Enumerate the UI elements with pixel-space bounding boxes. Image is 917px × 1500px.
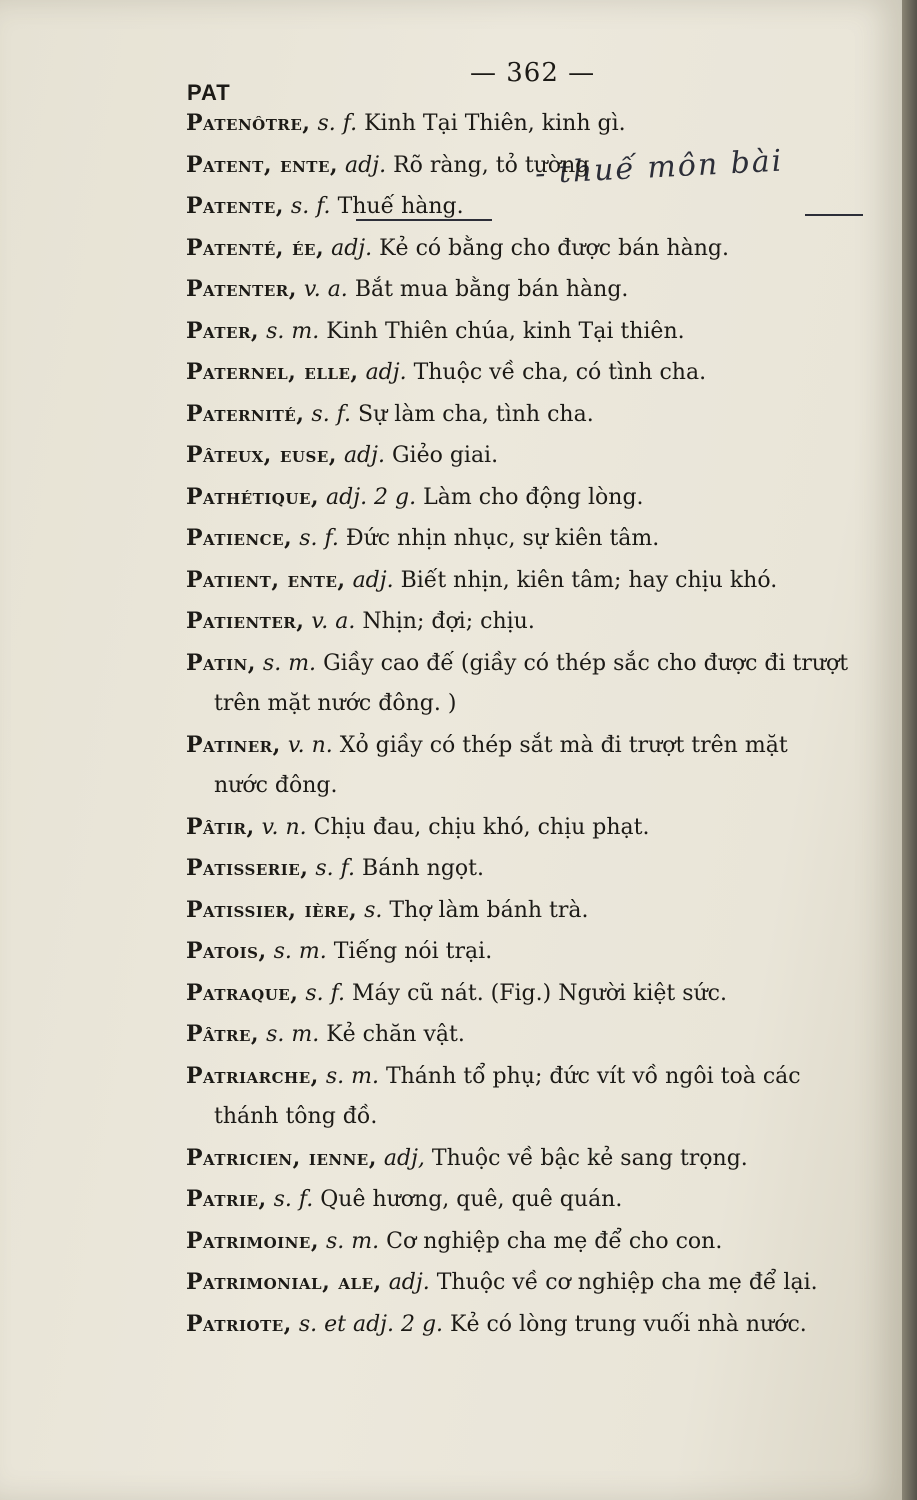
entry-definition: Thánh tổ phụ; đức vít vồ ngôi toà các: [385, 1063, 801, 1089]
entry-headword: Patienter,: [186, 608, 305, 634]
dictionary-entry: [186, 228, 876, 270]
entry-grammar: s. f.: [290, 194, 331, 219]
dictionary-entry: [186, 1056, 876, 1138]
entry-definition: Kinh Tại Thiên, kinh gì.: [364, 111, 626, 136]
entry-definition: Thuộc về bậc kẻ sang trọng.: [431, 1145, 748, 1171]
entry-definition: Rõ ràng, tỏ tường: [393, 152, 590, 178]
entry-grammar: s.: [364, 897, 383, 923]
dictionary-entry: [186, 435, 876, 477]
entry-grammar: adj.: [331, 235, 373, 261]
entry-grammar: s. f.: [315, 856, 356, 881]
dictionary-entry: [186, 807, 876, 849]
entry-headword: Patient, ente,: [186, 566, 346, 593]
entry-headword: Patriote,: [186, 1310, 292, 1337]
dictionary-entries: [186, 103, 876, 1345]
dictionary-entry: [186, 848, 876, 890]
dictionary-entry: [186, 601, 876, 643]
entry-definition: Quê hương, quê, quê quán.: [320, 1187, 623, 1212]
entry-grammar: s. m.: [273, 939, 327, 964]
dictionary-entry: [186, 518, 876, 560]
entry-grammar: s. m.: [262, 650, 317, 676]
entry-definition: Làm cho động lòng.: [423, 484, 644, 510]
entry-headword: Patrimoine,: [186, 1227, 319, 1254]
entry-headword: Patience,: [186, 525, 293, 551]
dictionary-entry: [186, 1262, 876, 1304]
entry-grammar: s. m.: [325, 1063, 379, 1089]
entry-headword: Paternité,: [186, 400, 305, 427]
entry-headword: Patrie,: [186, 1186, 267, 1212]
running-head: PAT: [187, 80, 231, 105]
entry-headword: Pathétique,: [186, 483, 320, 510]
page-number: — 362 —: [470, 58, 596, 88]
dictionary-entry: [186, 931, 876, 973]
entry-headword: Patenté, ée,: [186, 234, 325, 261]
entry-headword: Patraque,: [186, 979, 299, 1006]
entry-continuation: nước đông.: [214, 773, 338, 798]
dictionary-entry: [186, 269, 876, 311]
entry-definition: Kinh Thiên chúa, kinh Tại thiên.: [326, 318, 685, 344]
entry-headword: Patois,: [186, 938, 267, 964]
entry-definition: Kẻ có lòng trung vuối nhà nước.: [450, 1311, 807, 1337]
entry-grammar: s. m.: [326, 1228, 380, 1254]
dictionary-entry: [186, 1138, 876, 1180]
entry-headword: Patricien, ienne,: [186, 1144, 377, 1171]
entry-definition: Bánh ngọt.: [362, 856, 484, 881]
dictionary-entry: [186, 145, 876, 187]
dictionary-entry: [186, 1179, 876, 1221]
entry-grammar: adj.: [365, 360, 407, 385]
entry-headword: Patent, ente,: [186, 151, 339, 178]
dictionary-entry: [186, 725, 876, 807]
entry-grammar: v. n.: [287, 732, 333, 758]
entry-headword: Patriarche,: [186, 1062, 319, 1089]
entry-headword: Pâteux, euse,: [186, 442, 337, 468]
entry-definition: Máy cũ nát. (Fig.) Người kiệt sức.: [352, 980, 727, 1006]
entry-headword: Patin,: [186, 649, 256, 676]
entry-definition: Kẻ có bằng cho được bán hàng.: [379, 235, 730, 261]
dictionary-entry: [186, 890, 876, 932]
entry-definition: Cơ nghiệp cha mẹ để cho con.: [386, 1228, 723, 1254]
entry-headword: Pâtir,: [186, 813, 255, 840]
entry-grammar: adj. 2 g.: [326, 484, 417, 510]
dictionary-entry: [186, 477, 876, 519]
entry-headword: Patente,: [186, 193, 284, 219]
dictionary-entry: [186, 643, 876, 725]
entry-definition: Sự làm cha, tình cha.: [358, 401, 594, 427]
dictionary-entry: [186, 1014, 876, 1056]
entry-grammar: v. a.: [311, 609, 356, 634]
entry-definition: Xỏ giầy có thép sắt mà đi trượt trên mặt: [339, 732, 788, 758]
entry-grammar: s. f.: [305, 980, 346, 1006]
entry-definition: Thuế hàng.: [337, 194, 464, 219]
entry-definition: Bắt mua bằng bán hàng.: [354, 277, 629, 302]
entry-grammar: s. f.: [311, 401, 352, 427]
entry-grammar: s. m.: [266, 318, 320, 344]
entry-definition: Biết nhịn, kiên tâm; hay chịu khó.: [400, 567, 778, 593]
entry-grammar: s. f.: [317, 111, 358, 136]
entry-grammar: s. et adj. 2 g.: [298, 1311, 444, 1337]
entry-definition: Thuộc về cha, có tình cha.: [413, 360, 707, 385]
entry-grammar: adj.: [388, 1270, 430, 1295]
dictionary-entry: [186, 311, 876, 353]
entry-definition: Thợ làm bánh trà.: [389, 897, 589, 923]
entry-headword: Patenter,: [186, 276, 297, 302]
entry-definition: Giẻo giai.: [391, 443, 499, 468]
dictionary-entry: [186, 1221, 876, 1263]
book-spine: [902, 0, 917, 1500]
entry-definition: Giầy cao đế (giầy có thép sắc cho được đi trượt: [323, 650, 849, 676]
entry-definition: Tiếng nói trại.: [333, 939, 493, 964]
entry-definition: Thuộc về cơ nghiệp cha mẹ để lại.: [436, 1270, 818, 1295]
dictionary-entry: [186, 186, 876, 228]
handwritten-annotation: - thuế môn bài: [534, 143, 785, 192]
dictionary-entry: [186, 973, 876, 1015]
entry-headword: Patenôtre,: [186, 110, 311, 136]
entry-definition: Đức nhịn nhục, sự kiên tâm.: [345, 526, 660, 551]
entry-grammar: s. f.: [273, 1187, 314, 1212]
entry-definition: Chịu đau, chịu khó, chịu phạt.: [313, 814, 650, 840]
dictionary-entry: [186, 560, 876, 602]
entry-continuation: thánh tông đồ.: [214, 1104, 378, 1129]
entry-grammar: v. a.: [303, 277, 348, 302]
entry-headword: Pater,: [186, 317, 260, 344]
entry-headword: Patissier, ière,: [186, 896, 358, 923]
entry-grammar: v. n.: [261, 814, 307, 840]
entry-headword: Patiner,: [186, 731, 281, 758]
entry-grammar: s. f.: [299, 526, 339, 551]
entry-grammar: s. m.: [266, 1022, 320, 1047]
entry-headword: Paternel, elle,: [186, 359, 359, 385]
entry-grammar: adj.: [343, 443, 385, 468]
entry-grammar: adj.: [345, 152, 387, 178]
dictionary-entry: [186, 352, 876, 394]
entry-definition: Nhịn; đợi; chịu.: [362, 609, 535, 634]
entry-grammar: adj,: [383, 1145, 425, 1171]
dictionary-entry: [186, 394, 876, 436]
entry-headword: Patisserie,: [186, 855, 309, 881]
dictionary-entry: [186, 103, 876, 145]
entry-continuation: trên mặt nước đông. ): [214, 691, 457, 716]
entry-headword: Patrimonial, ale,: [186, 1269, 382, 1295]
entry-definition: Kẻ chăn vật.: [326, 1022, 465, 1047]
dictionary-entry: [186, 1304, 876, 1346]
entry-grammar: adj.: [352, 567, 394, 593]
entry-headword: Pâtre,: [186, 1021, 260, 1047]
